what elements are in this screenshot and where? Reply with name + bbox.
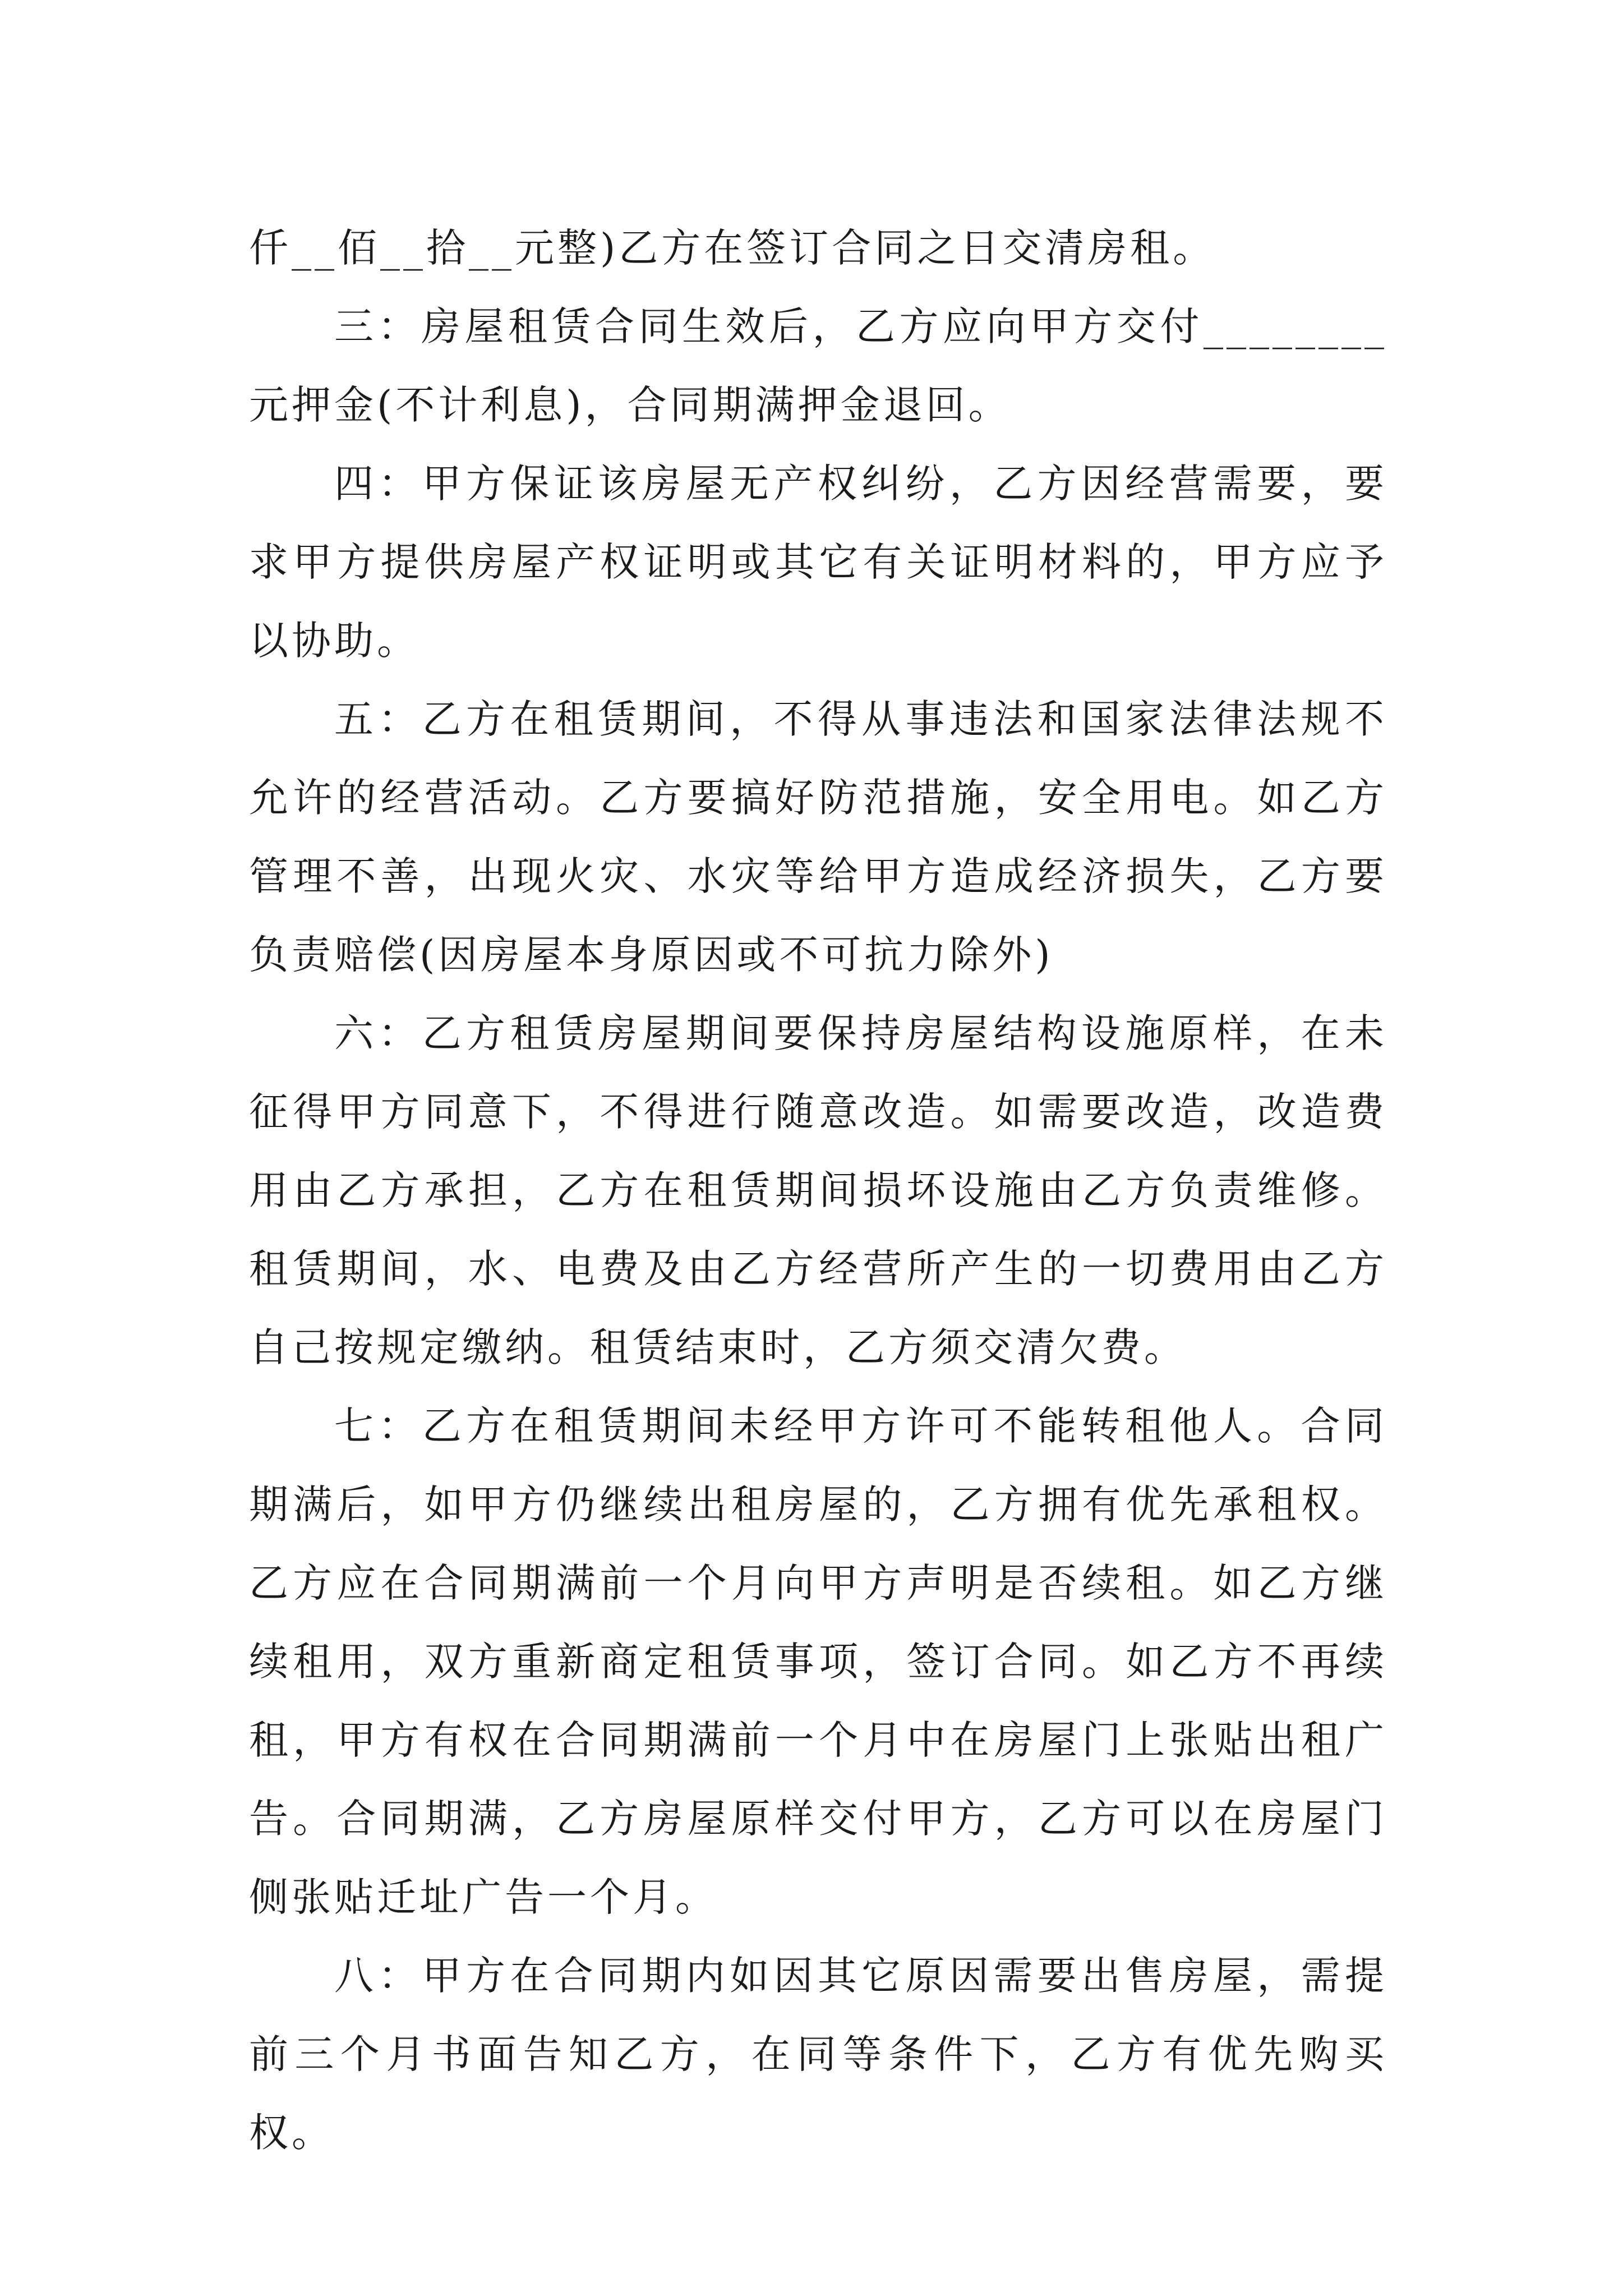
paragraph-clause-3-deposit: 三：房屋租赁合同生效后，乙方应向甲方交付________元押金(不计利息)，合同期满押金退回。 bbox=[249, 303, 1387, 428]
paragraph-clause-4-ownership: 四：甲方保证该房屋无产权纠纷，乙方因经营需要，要求甲方提供房屋产权证明或其它有关证明材料的，甲方应予以协助。 bbox=[249, 461, 1387, 664]
paragraph-clause-6-maintenance: 六：乙方租赁房屋期间要保持房屋结构设施原样，在未征得甲方同意下，不得进行随意改造。如需要改造，改造费用由乙方承担，乙方在租赁期间损坏设施由乙方负责维修。租赁期间，水、电费及由乙方经营所产生的一切费用由乙方自己按规定缴纳。租赁结束时，乙方须交清欠费。 bbox=[249, 1010, 1387, 1370]
paragraph-clause-5-lawful-use: 五：乙方在租赁期间，不得从事违法和国家法律法规不允许的经营活动。乙方要搞好防范措施，安全用电。如乙方管理不善，出现火灾、水灾等给甲方造成经济损失，乙方要负责赔偿(因房屋本身原因或不可抗力除外) bbox=[249, 696, 1387, 978]
paragraph-payment-amount: 仟__佰__拾__元整)乙方在签订合同之日交清房租。 bbox=[249, 225, 1216, 271]
paragraph-clause-8-sale: 八：甲方在合同期内如因其它原因需要出售房屋，需提前三个月书面告知乙方，在同等条件下，乙方有优先购买权。 bbox=[249, 1953, 1387, 2156]
paragraph-clause-7-sublease-renewal: 七：乙方在租赁期间未经甲方许可不能转租他人。合同期满后，如甲方仍继续出租房屋的，乙方拥有优先承租权。乙方应在合同期满前一个月向甲方声明是否续租。如乙方继续租用，双方重新商定租赁事项，签订合同。如乙方不再续租，甲方有权在合同期满前一个月中在房屋门上张贴出租广告。合同期满，乙方房屋原样交付甲方，乙方可以在房屋门侧张贴迁址广告一个月。 bbox=[249, 1403, 1387, 1920]
contract-body bbox=[249, 209, 1387, 2172]
